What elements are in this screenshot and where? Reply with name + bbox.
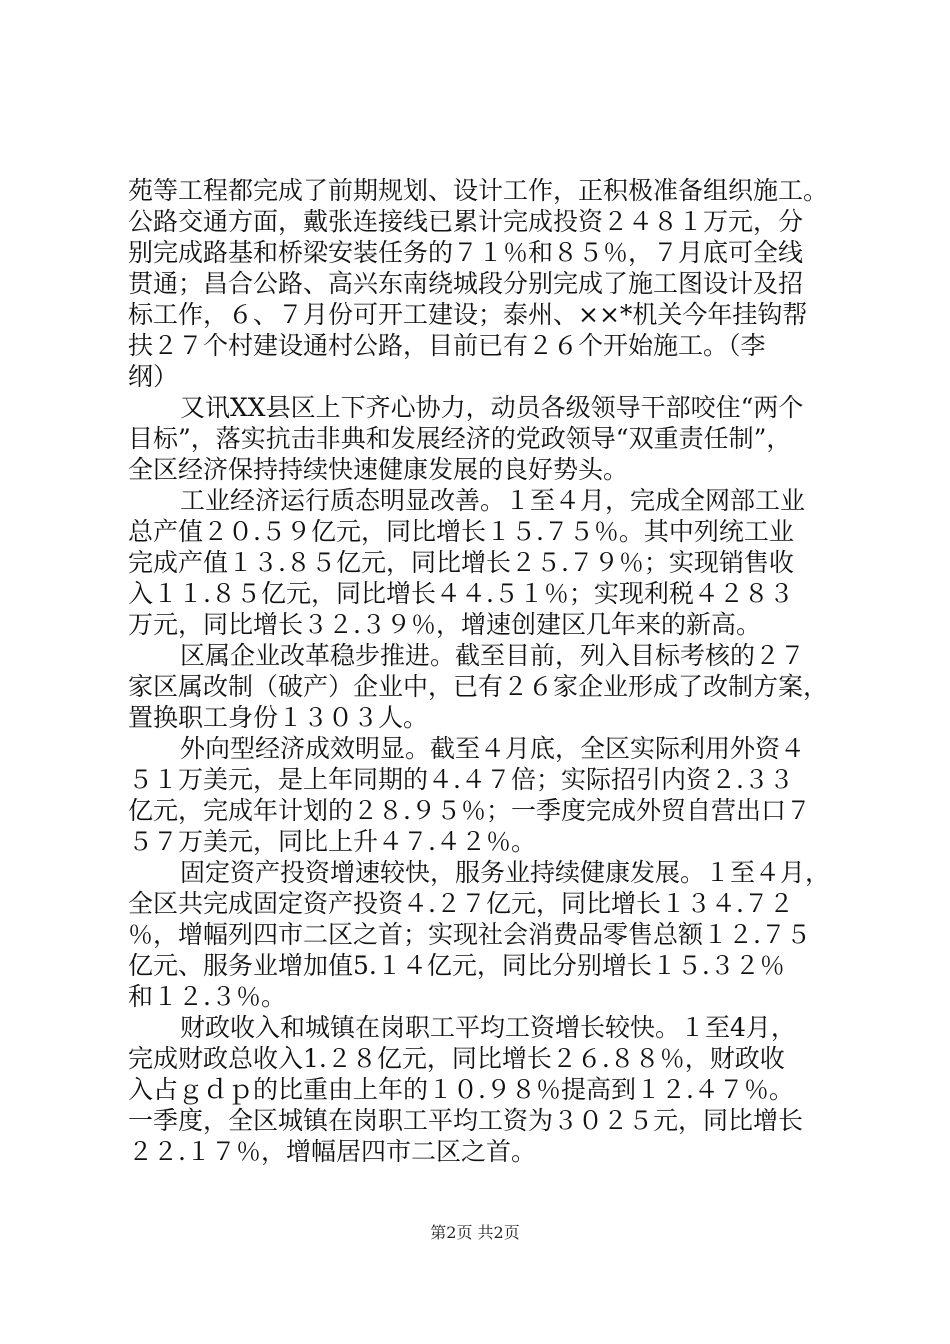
text-line: 公路交通方面，戴张连接线已累计完成投资２４８１万元，分: [128, 207, 804, 236]
text-line: 和１２.３％。: [128, 982, 286, 1011]
text-line: ５１万美元，是上年同期的４.４７倍；实际招引内资２.３３: [128, 765, 794, 794]
paragraph-start: 工业经济运行质态明显改善。１至４月，完成全网部工业: [180, 486, 806, 515]
body-text: [128, 175, 834, 1167]
text-line: 扶２７个村建设通村公路，目前已有２６个开始施工。（李: [128, 331, 766, 360]
paragraph-start: 固定资产投资增速较快，服务业持续健康发展。１至４月，: [180, 858, 831, 887]
text-line: 目标”，落实抗击非典和发展经济的党政领导“双重责任制”，: [128, 424, 792, 453]
text-line: 入占ｇｄｐ的比重由上年的１０.９８％提高到１２.４７％。: [128, 1075, 794, 1104]
text-line: 全区共完成固定资产投资４.２７亿元，同比增长１３４.７２: [128, 889, 794, 918]
paragraph-start: 区属企业改革稳步推进。截至目前，列入目标考核的２７: [180, 641, 806, 670]
text-line: 全区经济保持持续快速健康发展的良好势头。: [128, 455, 629, 484]
text-line: 总产值２０.５９亿元，同比增长１５.７５％。其中列统工业: [128, 517, 794, 546]
text-line: 亿元、服务业增加值5.１４亿元，同比分别增长１５.３２％: [128, 951, 785, 980]
text-line: 入１１.８５亿元，同比增长４４.５１％；实现利税４２８３: [128, 579, 794, 608]
text-line: 别完成路基和桥梁安装任务的７１％和８５％，７月底可全线: [128, 238, 804, 267]
page-footer: 第2页 共2页: [430, 1223, 520, 1242]
paragraph-start: 又讯XX县区上下齐心协力，动员各级领导干部咬住“两个: [180, 393, 804, 422]
paragraph-start: 外向型经济成效明显。截至４月底，全区实际利用外资４: [180, 734, 806, 763]
text-line: 贯通；昌合公路、高兴东南绕城段分别完成了施工图设计及招: [128, 269, 804, 298]
text-line: 纲）: [128, 362, 179, 391]
text-line: ％，增幅列四市二区之首；实现社会消费品零售总额１２.７５: [128, 920, 811, 949]
text-line: 完成财政总收入1.２８亿元，同比增长２６.８８％，财政收: [128, 1044, 785, 1073]
text-line: ５７万美元，同比上升４７.４２％。: [128, 827, 536, 856]
paragraph-start: 财政收入和城镇在岗职工平均工资增长较快。１至4月，: [180, 1013, 796, 1042]
text-line: 置换职工身份１３０３人。: [128, 703, 429, 732]
text-line: 家区属改制（破产）企业中，已有２６家企业形成了改制方案，: [128, 672, 829, 701]
text-line: 标工作，６、７月份可开工建设；泰州、××*机关今年挂钩帮: [128, 300, 808, 329]
text-line: 完成产值１３.８５亿元，同比增长２５.７９％；实现销售收: [128, 548, 794, 577]
text-line: 亿元，完成年计划的２８.９５％；一季度完成外贸自营出口７: [128, 796, 811, 825]
text-line: ２２.１７％，增幅居四市二区之首。: [128, 1137, 536, 1166]
text-line: 一季度，全区城镇在岗职工平均工资为３０２５元，同比增长: [128, 1106, 804, 1135]
text-line: 万元，同比增长３２.３９％，增速创建区几年来的新高。: [128, 610, 761, 639]
text-line: 苑等工程都完成了前期规划、设计工作，正积极准备组织施工。: [128, 176, 829, 205]
